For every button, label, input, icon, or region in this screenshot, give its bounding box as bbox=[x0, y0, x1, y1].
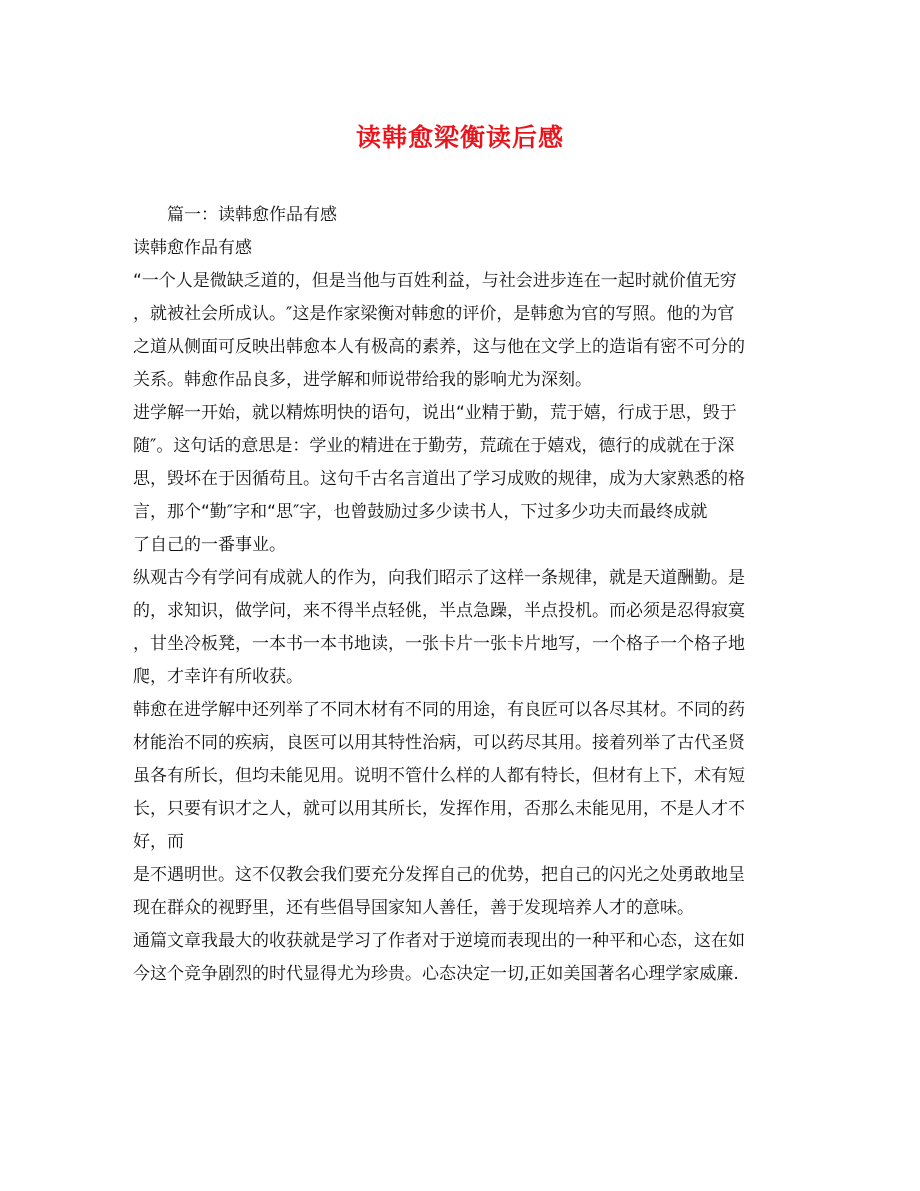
paragraph-line: 之道从侧面可反映出韩愈本人有极高的素养，这与他在文学上的造诣有密不可分的 bbox=[133, 337, 745, 357]
paragraph-line: ，就被社会所成认。″这是作家梁衡对韩愈的评价，是韩愈为官的写照。他的为官 bbox=[133, 304, 735, 324]
paragraph-line: 随″。这句话的意思是：学业的精进在于勤劳，荒疏在于嬉戏，德行的成就在于深 bbox=[133, 436, 735, 456]
paragraph-line: 韩愈在进学解中还列举了不同木材有不同的用途，有良匠可以各尽其材。不同的药 bbox=[133, 700, 745, 720]
paragraph-line: 今这个竞争剧烈的时代显得尤为珍贵。心态决定一切,正如美国著名心理学家威廉. bbox=[133, 964, 739, 984]
paragraph-line: 进学解一开始，就以精炼明快的语句，说出“业精于勤，荒于嬉，行成于思，毁于 bbox=[133, 403, 737, 423]
paragraph-line: 现在群众的视野里，还有些倡导国家知人善任，善于发现培养人才的意味。 bbox=[133, 898, 694, 918]
paragraph-line: 言，那个“勤″字和“思″字，也曾鼓励过多少读书人，下过多少功夫而最终成就 bbox=[133, 502, 708, 522]
paragraph-line: “一个人是微缺乏道的，但是当他与百姓利益，与社会进步连在一起时就价值无穷 bbox=[133, 271, 737, 291]
paragraph-line: 爬，才幸许有所收获。 bbox=[133, 667, 303, 687]
paragraph-line: 关系。韩愈作品良多，进学解和师说带给我的影响尤为深刻。 bbox=[133, 370, 592, 390]
paragraph-line: ，甘坐冷板凳，一本书一本书地读，一张卡片一张卡片地写，一个格子一个格子地 bbox=[133, 634, 745, 654]
paragraph-line: 好，而 bbox=[133, 832, 184, 852]
paragraph-line: 材能治不同的疾病，良医可以用其特性治病，可以药尽其用。接着列举了古代圣贤 bbox=[133, 733, 745, 753]
paragraph-line: 虽各有所长，但均未能见用。说明不管什么样的人都有特长，但材有上下，术有短 bbox=[133, 766, 745, 786]
subheading: 读韩愈作品有感 bbox=[133, 238, 252, 258]
paragraph-line: 是不遇明世。这不仅教会我们要充分发挥自己的优势，把自己的闪光之处勇敢地呈 bbox=[133, 865, 745, 885]
paragraph-line: 了自己的一番事业。 bbox=[133, 535, 286, 555]
document-body bbox=[133, 199, 793, 991]
section-heading: 篇一：读韩愈作品有感 bbox=[133, 205, 337, 225]
document-title: 读韩愈梁衡读后感 bbox=[355, 123, 564, 152]
paragraph-line: 思，毁坏在于因循苟且。这句千古名言道出了学习成败的规律，成为大家熟悉的格 bbox=[133, 469, 745, 489]
paragraph-line: 的，求知识，做学问，来不得半点轻佻，半点急躁，半点投机。而必须是忍得寂寞 bbox=[133, 601, 745, 621]
paragraph-line: 纵观古今有学问有成就人的作为，向我们昭示了这样一条规律，就是天道酬勤。是 bbox=[133, 568, 745, 588]
paragraph-line: 通篇文章我最大的收获就是学习了作者对于逆境而表现出的一种平和心态，这在如 bbox=[133, 931, 745, 951]
paragraph-line: 长，只要有识才之人，就可以用其所长，发挥作用，否那么未能见用，不是人才不 bbox=[133, 799, 745, 819]
